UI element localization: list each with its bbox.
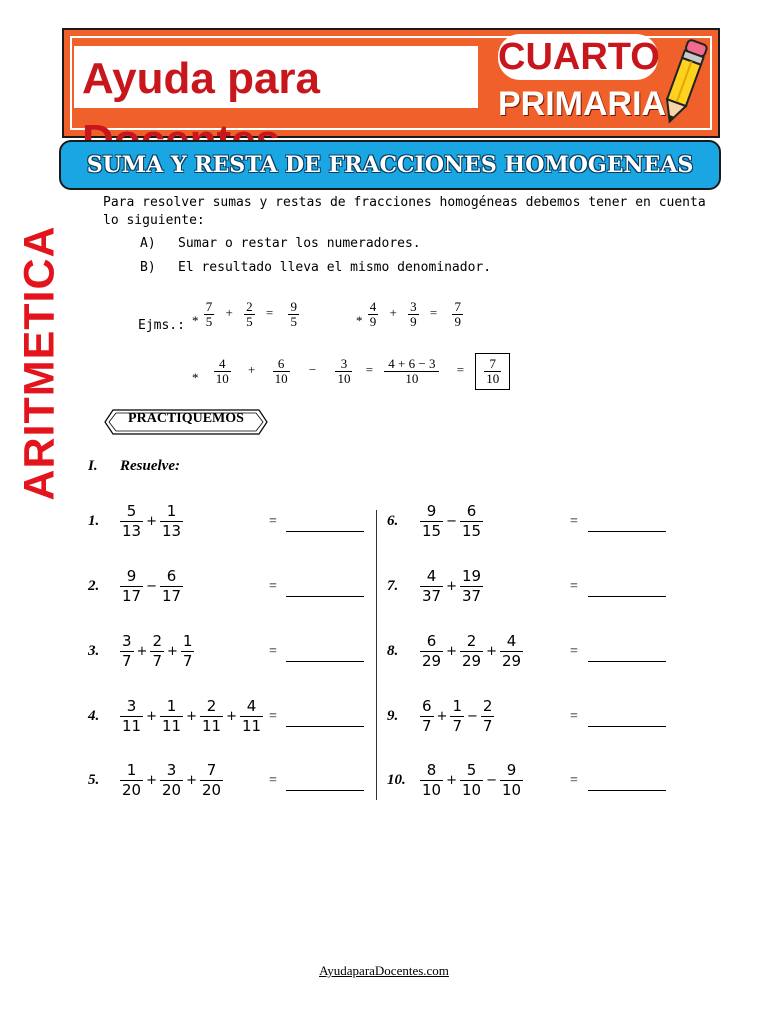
practice-badge-label: PRACTIQUEMOS	[128, 411, 244, 426]
example-3-star: *	[192, 370, 199, 386]
example-3-expanded: $\frac{4 + 6 - 3}{10}$	[386, 357, 437, 386]
example-3-frac-b: $\frac{6}{10}$	[274, 356, 288, 386]
exercise-expression	[118, 632, 196, 671]
example-2-result: $\frac{7}{9}$	[454, 299, 461, 329]
exercise-fraction: $\frac{3}{7}$	[122, 632, 132, 670]
example-2-frac-a: $\frac{4}{9}$	[369, 299, 377, 329]
worksheet-title: SUMA Y RESTA DE FRACCIONES HOMOGENEAS	[59, 140, 721, 190]
example-1-op: +	[225, 305, 233, 321]
column-divider	[376, 510, 377, 800]
exercise-fraction: $\frac{6}{15}$	[462, 502, 482, 540]
exercise-number: 10.	[387, 772, 406, 788]
exercise-fraction: $\frac{8}{10}$	[422, 761, 442, 799]
answer-blank[interactable]	[286, 790, 364, 791]
exercise-operator: +	[186, 773, 197, 788]
example-3-frac-c: $\frac{3}{10}$	[337, 356, 351, 386]
exercise-fraction: $\frac{1}{7}$	[182, 632, 193, 670]
answer-equals: =	[570, 709, 578, 724]
exercise-number: 8.	[387, 643, 399, 659]
exercise-expression	[118, 567, 185, 606]
exercise-number: 9.	[387, 708, 399, 724]
footer-website: AyudaparaDocentes.com	[319, 963, 449, 978]
example-3-op-1: +	[248, 362, 256, 378]
example-3-result-box	[475, 353, 510, 390]
rule-b-text: El resultado lleva el mismo denominador.	[178, 260, 492, 275]
rule-a-label: A)	[140, 236, 156, 251]
answer-equals: =	[269, 579, 277, 594]
example-3	[192, 353, 510, 390]
exercise-fraction: $\frac{3}{20}$	[162, 761, 182, 799]
example-1-frac-a: $\frac{7}{5}$	[205, 299, 213, 329]
rule-a-text: Sumar o restar los numeradores.	[178, 236, 421, 251]
example-2-frac-b: $\frac{3}{9}$	[410, 299, 417, 329]
exercise-fraction: $\frac{6}{29}$	[422, 632, 442, 670]
exercise-expression	[118, 761, 225, 800]
example-3-frac-a: $\frac{4}{10}$	[215, 356, 229, 386]
exercise-operator: +	[446, 773, 457, 788]
exercise-number: 1.	[88, 513, 100, 529]
intro-line-1: Para resolver sumas y restas de fracciones homogéneas debemos tener en cuenta	[103, 195, 706, 210]
exercise-number: 4.	[88, 708, 100, 724]
exercise-fraction: $\frac{4}{11}$	[242, 697, 262, 735]
answer-blank[interactable]	[286, 531, 364, 532]
answer-blank[interactable]	[588, 790, 666, 791]
exercise-fraction: $\frac{3}{11}$	[122, 697, 142, 735]
exercise-operator: +	[146, 514, 157, 529]
exercise-fraction: $\frac{9}{17}$	[122, 567, 142, 605]
exercise-operator: +	[446, 579, 457, 594]
exercise-operator: −	[146, 579, 157, 594]
exercise-operator: +	[486, 644, 497, 659]
section-number: I.	[88, 458, 98, 474]
exercise-operator: +	[146, 709, 157, 724]
exercise-fraction: $\frac{1}{13}$	[162, 502, 182, 540]
exercise-fraction: $\frac{19}{37}$	[462, 567, 482, 605]
exercise-number: 3.	[88, 643, 100, 659]
answer-equals: =	[269, 514, 277, 529]
exercise-operator: +	[226, 709, 237, 724]
brand-logo-text: Ayuda para	[74, 46, 478, 108]
exercise-expression	[418, 697, 496, 736]
section-title: Resuelve:	[120, 458, 180, 474]
exercise-operator: +	[146, 773, 157, 788]
answer-equals: =	[269, 709, 277, 724]
exercise-operator: +	[186, 709, 197, 724]
subject-side-label-text: ARITMETICA	[15, 224, 64, 501]
example-3-equals-1: =	[365, 362, 374, 378]
exercise-expression	[418, 761, 525, 800]
answer-blank[interactable]	[588, 596, 666, 597]
rule-b-label: B)	[140, 260, 156, 275]
example-2-star: *	[356, 313, 363, 329]
answer-blank[interactable]	[286, 661, 364, 662]
answer-equals: =	[570, 579, 578, 594]
exercise-operator: +	[436, 709, 448, 724]
grade-level-line1: CUARTO	[498, 36, 660, 78]
grade-level-line2: PRIMARIA	[498, 85, 667, 123]
example-1-equals: =	[265, 305, 274, 321]
pencil-icon	[654, 34, 714, 130]
exercise-fraction: $\frac{1}{20}$	[122, 761, 142, 799]
exercise-number: 5.	[88, 772, 100, 788]
example-1-result: $\frac{9}{5}$	[290, 299, 297, 329]
example-1-star: *	[192, 313, 199, 329]
exercise-fraction: $\frac{7}{20}$	[202, 761, 222, 799]
exercise-fraction: $\frac{2}{7}$	[152, 632, 162, 670]
answer-blank[interactable]	[286, 726, 364, 727]
exercise-fraction: $\frac{1}{7}$	[452, 697, 462, 735]
exercise-fraction: $\frac{2}{11}$	[202, 697, 222, 735]
example-2-op: +	[389, 305, 397, 321]
exercise-number: 7.	[387, 578, 399, 594]
exercise-operator: +	[136, 644, 148, 659]
example-3-equals-2: =	[456, 362, 465, 378]
example-1	[192, 300, 301, 329]
example-2	[356, 300, 465, 329]
exercise-fraction: $\frac{2}{29}$	[462, 632, 482, 670]
exercise-fraction: $\frac{4}{29}$	[502, 632, 522, 670]
exercise-fraction: $\frac{6}{17}$	[162, 567, 182, 605]
answer-blank[interactable]	[588, 661, 666, 662]
example-3-result: $\frac{7}{10}$	[486, 356, 500, 386]
subject-side-label	[15, 215, 64, 510]
examples-label: Ejms.:	[138, 318, 185, 333]
answer-equals: =	[570, 514, 578, 529]
exercise-fraction: $\frac{5}{10}$	[462, 761, 482, 799]
answer-blank[interactable]	[588, 531, 666, 532]
answer-equals: =	[570, 644, 578, 659]
answer-equals: =	[269, 644, 277, 659]
answer-equals: =	[269, 773, 277, 788]
answer-equals: =	[570, 773, 578, 788]
exercise-fraction: $\frac{4}{37}$	[422, 567, 442, 605]
exercise-fraction: $\frac{6}{7}$	[422, 697, 432, 735]
example-3-op-2: −	[308, 362, 317, 378]
exercise-operator: +	[167, 644, 178, 659]
exercise-number: 6.	[387, 513, 399, 529]
exercise-operator: −	[467, 709, 478, 724]
example-2-equals: =	[429, 305, 438, 321]
exercise-fraction: $\frac{5}{13}$	[122, 502, 142, 540]
exercise-expression	[418, 567, 485, 606]
grade-level-badge	[498, 32, 667, 126]
exercise-operator: −	[486, 773, 497, 788]
exercise-expression	[118, 502, 185, 541]
intro-line-2: lo siguiente:	[103, 213, 205, 228]
exercise-fraction: $\frac{1}{11}$	[162, 697, 182, 735]
answer-blank[interactable]	[588, 726, 666, 727]
exercise-expression	[418, 632, 525, 671]
exercise-fraction: $\frac{9}{15}$	[422, 502, 442, 540]
exercise-fraction: $\frac{2}{7}$	[482, 697, 493, 735]
exercise-operator: +	[446, 644, 457, 659]
answer-blank[interactable]	[286, 596, 364, 597]
exercise-expression	[418, 502, 485, 541]
exercise-number: 2.	[88, 578, 100, 594]
example-1-frac-b: $\frac{2}{5}$	[246, 299, 253, 329]
exercise-fraction: $\frac{9}{10}$	[502, 761, 522, 799]
exercise-operator: −	[446, 514, 457, 529]
header-banner	[62, 28, 720, 138]
exercise-expression	[118, 697, 265, 736]
